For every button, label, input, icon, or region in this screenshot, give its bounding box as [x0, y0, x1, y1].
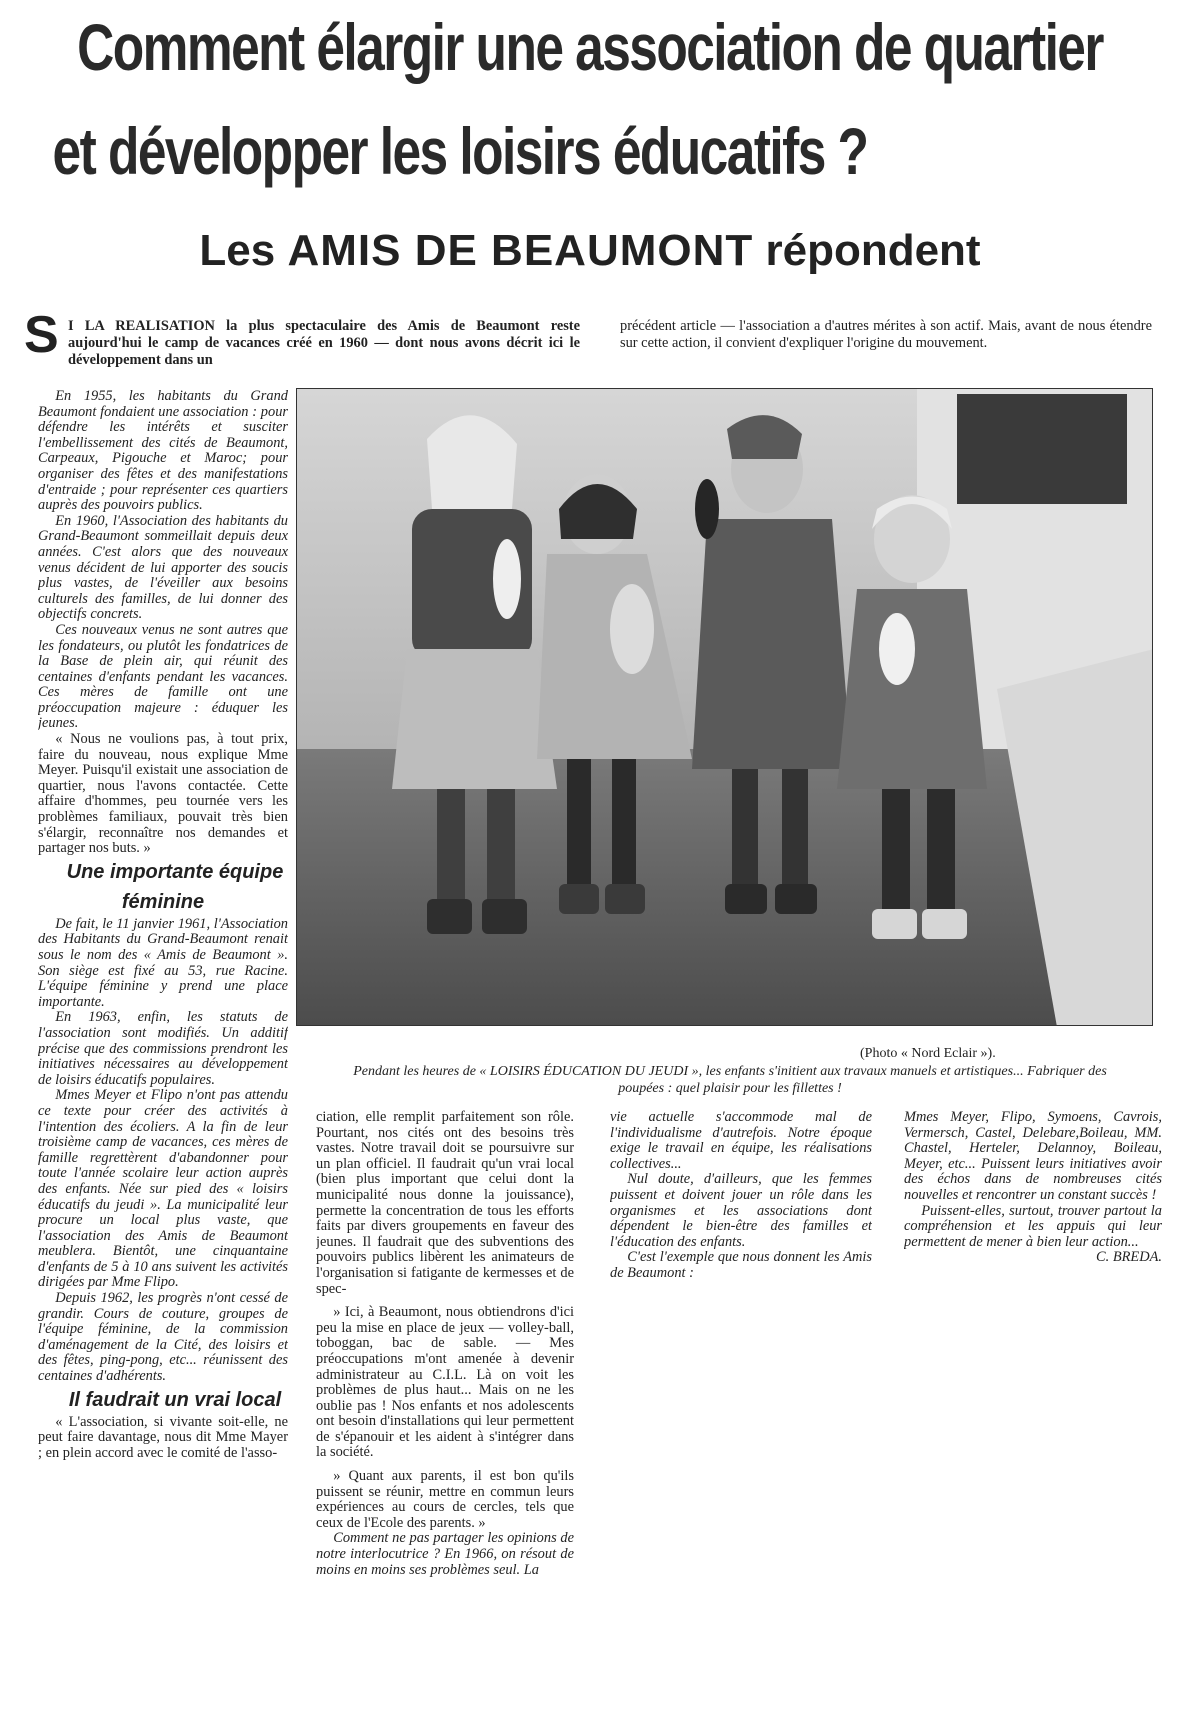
article-column-4 [904, 1110, 1162, 1310]
photo-credit: (Photo « Nord Eclair »). [860, 1046, 996, 1061]
paragraph: Depuis 1962, les progrès n'ont cessé de grandir. Cours de couture, groupes de l'équipe féminine, de la commission d'aménagement de la Cité, des loisirs et des fêtes, ping-pong, etc... réunissent des centaines d'adhérents. [38, 1290, 288, 1385]
paragraph: » Ici, à Beaumont, nous obtiendrons d'ici peu la mise en place de jeux — volley-ball, toboggan, bac de sable. — Mes préoccupations m'ont amenée à devenir administrateur au C.I.L. Là on voit les problèmes de plus haut... Mais on ne les oublie pas ! Nos enfants et nos adolescents ont besoin d'installations qui leur permettent de s'épanouir et les aident à s'intégrer dans la société. [316, 1304, 574, 1461]
section-heading: Une importante équipe féminine [66, 860, 284, 913]
paragraph: « Nous ne voulions pas, à tout prix, faire du nouveau, nous explique Mme Meyer. Puisqu'il existait une association de quartier, nous l'avons contactée. Cette affaire d'hommes, peu tournée vers les problèmes familiaux, pouvait très bien s'élargir, reconnaître nos demandes et partager nos buts. » [38, 731, 288, 857]
paragraph: Mmes Meyer, Flipo, Symoens, Cavrois, Vermersch, Castel, Delebare,Boileau, MM. Chastel, Herteler, Delannoy, Boileau, Meyer, etc... Puissent leurs initiatives avoir des échos dans de nombreuses cités nouvelles et rencontrer un constant succès ! [904, 1110, 1162, 1203]
paragraph: » Quant aux parents, il est bon qu'ils puissent se réunir, mettre en commun leurs expériences au cours de cercles, tels que ceux de l'Ecole des parents. » [316, 1468, 574, 1531]
section-heading: Il faudrait un vrai local [68, 1388, 282, 1411]
paragraph: Nul doute, d'ailleurs, que les femmes puissent et doivent jouer un rôle dans les organismes et les associations dont dépendent le bien-être des familles et l'éducation des enfants. [610, 1171, 872, 1250]
paragraph: C'est l'exemple que nous donnent les Amis de Beaumont : [610, 1249, 872, 1281]
subheadline-post: répondent [765, 226, 981, 275]
paragraph: En 1955, les habitants du Grand Beaumont fondaient une association : pour défendre les intérêts et susciter l'embellissement des cités de Beaumont, Carpeaux, Pigouche et Maroc; pour organiser des fêtes et des manifestations d'entraide ; pour représenter ces quartiers auprès des pouvoirs publics. [38, 389, 288, 514]
photo-children-with-dolls [297, 389, 1153, 1026]
paragraph: De fait, le 11 janvier 1961, l'Association des Habitants du Grand-Beaumont renait sous le nom des « Amis de Beaumont ». Son siège est fixé au 53, rue Racine. L'équipe féminine y prend une place importante. [38, 915, 288, 1010]
headline-line-1: Comment élargir une association de quartier [77, 10, 1103, 84]
article-photo [296, 388, 1153, 1026]
article-column-3 [610, 1110, 872, 1310]
subheadline-name: AMIS DE BEAUMONT [287, 226, 754, 275]
paragraph: Mmes Meyer et Flipo n'ont pas attendu ce texte pour créer des activités à l'intention des écoliers. A la fin de leur troisième camp de vacances, ces mères de famille regrettèrent d'abandonner pour toute l'année scolaire leur action auprès des enfants. Née sur pied des « loisirs éducatifs du jeudi ». La municipalité leur procure un local plus vaste, que l'association des Amis de Beaumont meublera. Bientôt, une cinquantaine d'enfants de 5 à 10 ans suivent les activités dirigées par Mme Flipo. [38, 1087, 288, 1291]
paragraph: Ces nouveaux venus ne sont autres que les fondateurs, ou plutôt les fondatrices de la Base de plein air, qui réunit des centaines d'enfants pendant les vacances. Ces mères de famille ont une préoccupation majeure : éduquer les jeunes. [38, 621, 288, 732]
paragraph: En 1963, enfin, les statuts de l'association sont modifiés. Un additif précise que des commissions prendront les initiatives nécessaires au développement de loisirs éducatifs populaires. [38, 1009, 288, 1088]
article-column-2 [316, 1110, 574, 1710]
author-signature: C. BREDA. [1096, 1249, 1162, 1266]
paragraph: vie actuelle s'accommode mal de l'individualisme d'autrefois. Notre époque exige le travail en équipe, les réalisations collectives... [610, 1110, 872, 1172]
paragraph: ciation, elle remplit parfaitement son rôle. Pourtant, nos cités ont des besoins très vastes. Notre travail doit se poursuivre sur un plan officiel. Il faudrait qu'un vrai local (bien plus important que celui dont la municipalité nous donne la jouissance), permette la concentration de tous les efforts faits par divers groupements en faveur des jeunes. Il faudrait que des subventions des pouvoirs publics libèrent les animateurs de l'organisation si fatigante de kermesses et de spec- [316, 1110, 574, 1297]
paragraph: En 1960, l'Association des habitants du Grand-Beaumont sommeillait depuis deux années. C'est alors que des nouveaux venus décident de lui apporter des soucis plus vastes, de l'éveiller aux besoins culturels des familles, de lui donner des objectifs concrets. [38, 512, 288, 623]
paragraph: Puissent-elles, surtout, trouver partout la compréhension et les appuis qui leur permettent de mener à bien leur action... [904, 1202, 1162, 1250]
subheadline-pre: Les [199, 226, 276, 275]
drop-cap: S [24, 306, 59, 364]
paragraph: « L'association, si vivante soit-elle, ne peut faire davantage, nous dit Mme Mayer ; en plein accord avec le comité de l'asso- [38, 1413, 288, 1461]
article-column-1 [38, 389, 288, 1709]
paragraph: Comment ne pas partager les opinions de notre interlocutrice ? En 1966, on résout de moins en moins ses problèmes seul. La [316, 1530, 574, 1578]
subheadline [90, 226, 1090, 276]
lead-paragraph-col2: précédent article — l'association a d'autres mérites à son actif. Mais, avant de nous étendre sur cette action, il convient d'expliquer l'origine du mouvement. [620, 318, 1152, 351]
lead-paragraph-col1: I LA REALISATION la plus spectaculaire des Amis de Beaumont reste aujourd'hui le camp de vacances créé en 1960 — dont nous avons décrit ici le développement dans un [68, 318, 580, 368]
photo-caption: Pendant les heures de « LOISIRS ÉDUCATION DU JEUDI », les enfants s'initient aux travaux manuels et artistiques... Fabriquer des poupées : quel plaisir pour les fillettes ! [353, 1064, 1107, 1096]
headline-line-2: et développer les loisirs éducatifs ? [52, 114, 868, 188]
